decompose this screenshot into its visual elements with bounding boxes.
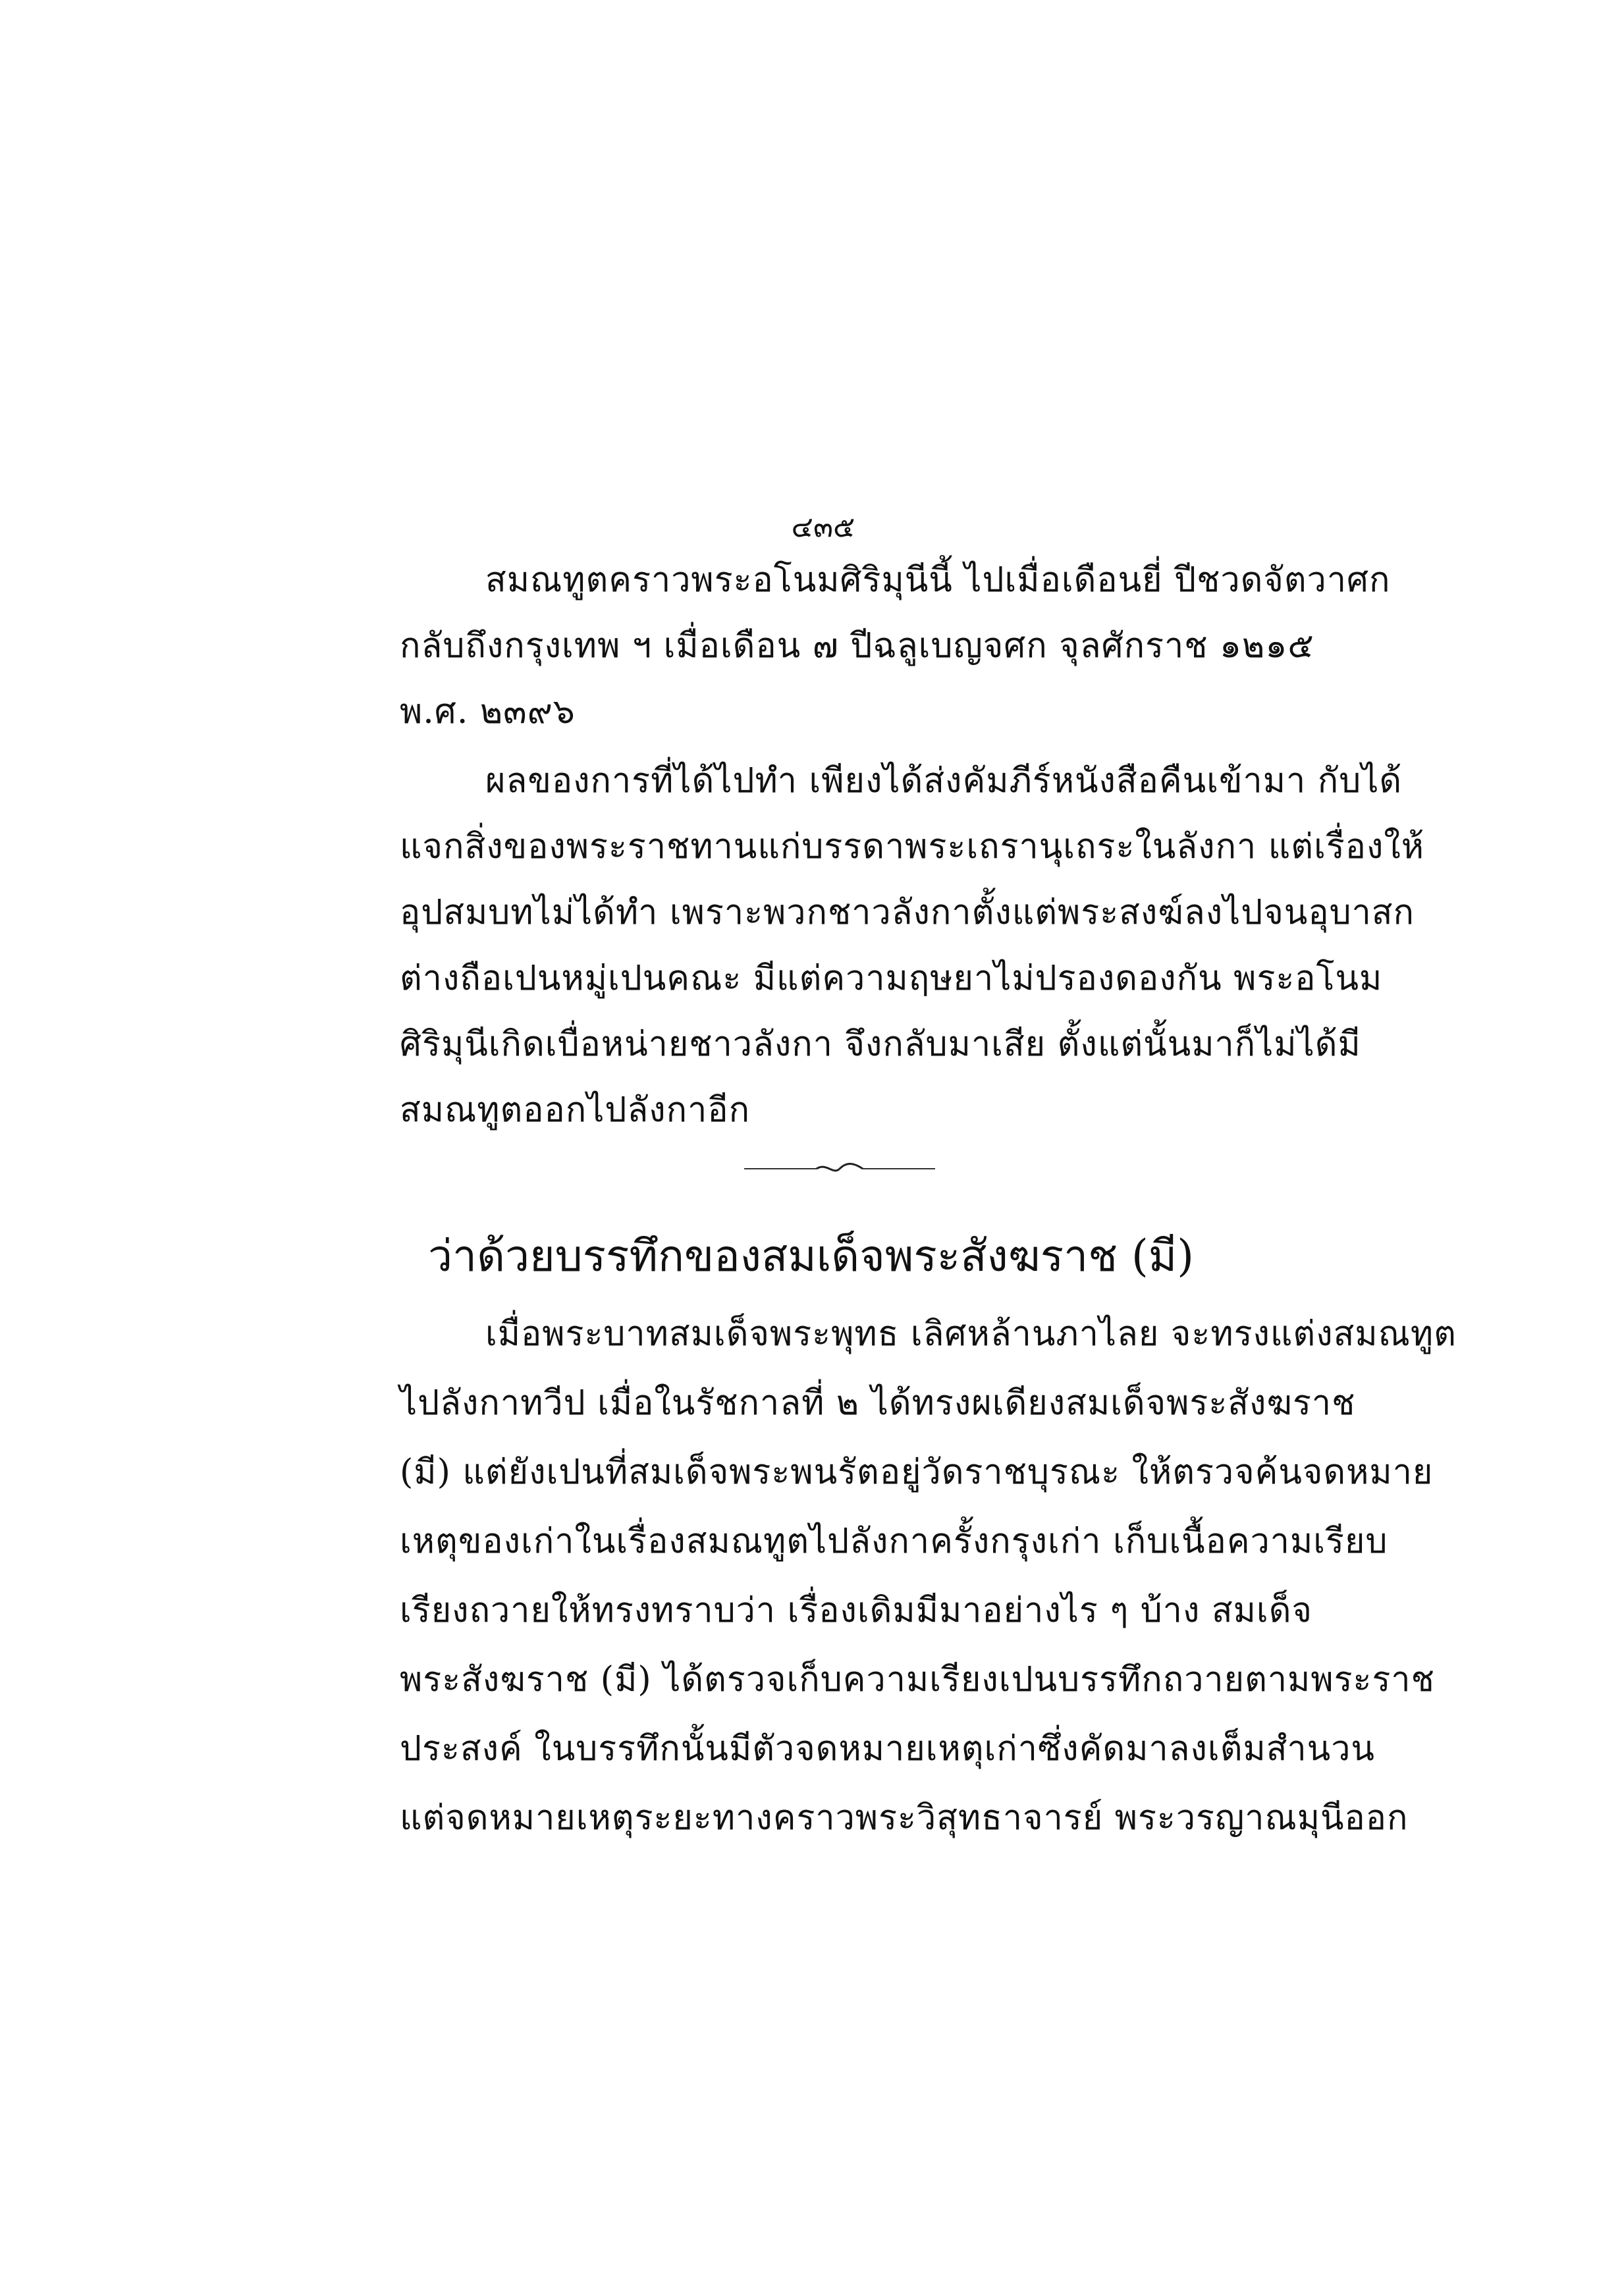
text-line: (มี) แต่ยังเปนที่สมเด็จพระพนรัตอยู่วัดราชบุรณะ ให้ตรวจค้นจดหมาย	[400, 1453, 1434, 1492]
text-line: สมณทูตคราวพระอโนมศิริมุนีนี้ ไปเมื่อเดือนยี่ ปีชวดจัตวาศก	[485, 560, 1391, 600]
text-line: ประสงค์ ในบรรทึกนั้นมีตัวจดหมายเหตุเก่าซึ่งคัดมาลงเต็มสำนวน	[400, 1729, 1375, 1769]
section-heading: ว่าด้วยบรรทึกของสมเด็จพระสังฆราช (มี)	[427, 1231, 1195, 1281]
text-line: แต่จดหมายเหตุระยะทางคราวพระวิสุทธาจารย์ พระวรญาณมุนีออก	[400, 1798, 1409, 1838]
text-line: ผลของการที่ได้ไปทำ เพียงได้ส่งคัมภีร์หนังสือคืนเข้ามา กับได้	[485, 761, 1403, 801]
text-line: เหตุของเก่าในเรื่องสมณทูตไปลังกาครั้งกรุงเก่า เก็บเนื้อความเรียบ	[400, 1522, 1388, 1561]
text-line: แจกสิ่งของพระราชทานแก่บรรดาพระเถรานุเถระในลังกา แต่เรื่องให้	[400, 827, 1425, 867]
text-line: ไปลังกาทวีป เมื่อในรัชกาลที่ ๒ ได้ทรงผเดียงสมเด็จพระสังฆราช	[400, 1383, 1356, 1423]
text-line: เรียงถวายให้ทรงทราบว่า เรื่องเดิมมีมาอย่างไร ๆ บ้าง สมเด็จ	[400, 1591, 1312, 1630]
text-line: สมณทูตออกไปลังกาอีก	[400, 1090, 751, 1130]
text-line: อุปสมบทไม่ได้ทำ เพราะพวกชาวลังกาตั้งแต่พระสงฆ์ลงไปจนอุบาสก	[400, 893, 1415, 932]
text-line: ต่างถือเปนหมู่เปนคณะ มีแต่ความฤษยาไม่ปรองดองกัน พระอโนม	[400, 959, 1383, 998]
text-line: เมื่อพระบาทสมเด็จพระพุทธ เลิศหล้านภาไลย จะทรงแต่งสมณทูต	[485, 1314, 1457, 1354]
ornament-divider	[744, 1162, 935, 1175]
text-line: กลับถึงกรุงเทพ ฯ เมื่อเดือน ๗ ปีฉลูเบญจศก จุลศักราช ๑๒๑๕	[400, 626, 1314, 666]
text-line: พระสังฆราช (มี) ได้ตรวจเก็บความเรียงเปนบรรทึกถวายตามพระราช	[400, 1660, 1435, 1699]
text-line: ศิริมุนีเกิดเบื่อหน่ายชาวลังกา จึงกลับมาเสีย ตั้งแต่นั้นมาก็ไม่ได้มี	[400, 1025, 1361, 1064]
text-line: พ.ศ. ๒๓๙๖	[400, 692, 576, 732]
page-number: ๔๓๕	[791, 510, 855, 544]
